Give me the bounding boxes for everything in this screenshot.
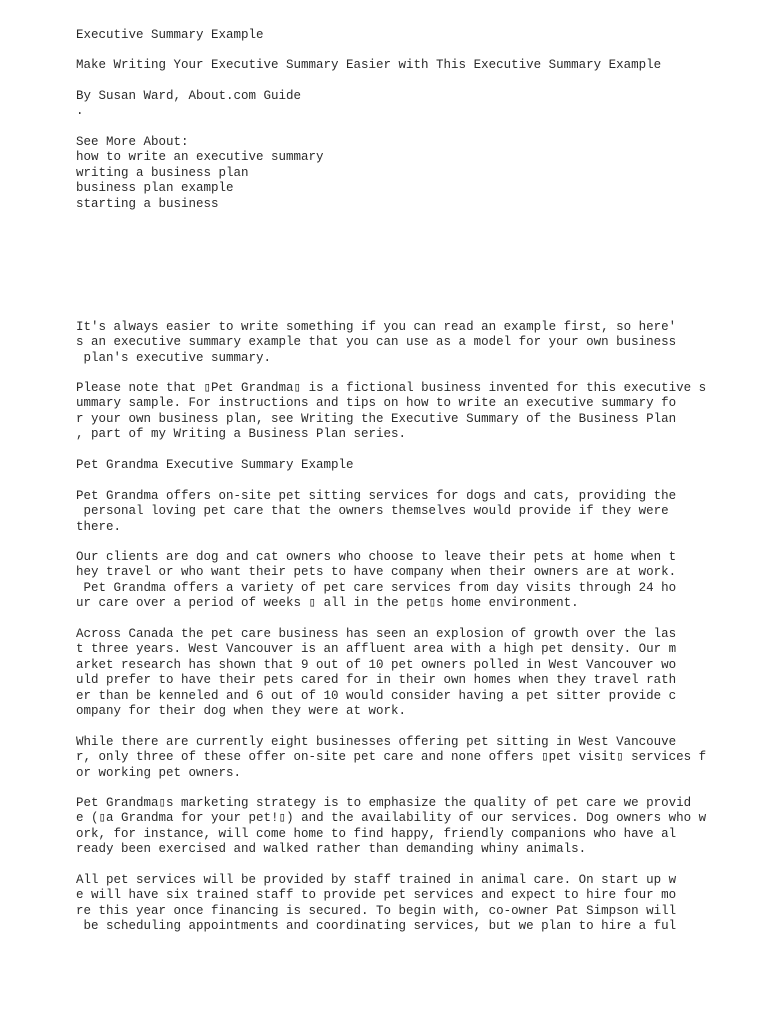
paragraph-clients: Our clients are dog and cat owners who choose to leave their pets at home when t hey travel or who want their pets to have company when their owners are at work. Pet Grandma offers a variety of pet care services from day visits through 24 ho ur care over a period of weeks ▯ all in the pet▯s home environment.: [76, 550, 677, 611]
paragraph-market: Across Canada the pet care business has seen an explosion of growth over the las t three years. West Vancouver is an affluent area with a high pet density. Our m arket research has shown that 9 out of 10 pet owners polled in West Vancouver wo uld prefer to have their pets cared for in their own homes when they travel rath er than be kenneled and 6 out of 10 would consider having a pet sitter provide c ompany for their dog when they were at work.: [76, 627, 677, 718]
byline: By Susan Ward, About.com Guide: [76, 89, 302, 103]
see-more-link[interactable]: writing a business plan: [76, 165, 249, 180]
paragraph-marketing: Pet Grandma▯s marketing strategy is to emphasize the quality of pet care we provid e (▯a Grandma for your pet!▯) and the availability of our services. Dog owners who w ork, for instance, will come home to find happy, friendly companions who have al ready been exercised and walked rather than demanding whiny animals.: [76, 796, 707, 857]
byline-block: [76, 89, 301, 120]
see-more-link[interactable]: starting a business: [76, 196, 219, 211]
paragraph-note: Please note that ▯Pet Grandma▯ is a fictional business invented for this executive s ummary sample. For instructions and tips on how to write an executive summary fo r your own business plan, see Writing the Executive Summary of the Business Plan , part of my Writing a Business Plan series.: [76, 381, 707, 442]
bullet-dot: .: [76, 104, 84, 119]
paragraph-competition: While there are currently eight businesses offering pet sitting in West Vancouve r, only three of these offer on-site pet care and none offers ▯pet visit▯ services f or working pet owners.: [76, 735, 707, 780]
see-more-section: [76, 135, 324, 212]
paragraph-staff: All pet services will be provided by staff trained in animal care. On start up w e will have six trained staff to provide pet services and expect to hire four mo re this year once financing is secured. To begin with, co-owner Pat Simpson will be scheduling appointments and coordinating services, but we plan to hire a ful: [76, 873, 677, 934]
see-more-link[interactable]: business plan example: [76, 181, 234, 196]
paragraph-offer: Pet Grandma offers on-site pet sitting services for dogs and cats, providing the personal loving pet care that the owners themselves would provide if they were there.: [76, 489, 677, 534]
section-heading: Pet Grandma Executive Summary Example: [76, 458, 354, 472]
see-more-heading: See More About:: [76, 135, 189, 149]
paragraph-intro: It's always easier to write something if you can read an example first, so here' s an executive summary example that you can use as a model for your own business plan's executive summary.: [76, 320, 677, 365]
document-subtitle: Make Writing Your Executive Summary Easier with This Executive Summary Example: [76, 58, 662, 72]
see-more-link[interactable]: how to write an executive summary: [76, 150, 324, 165]
document-title: Executive Summary Example: [76, 28, 264, 42]
